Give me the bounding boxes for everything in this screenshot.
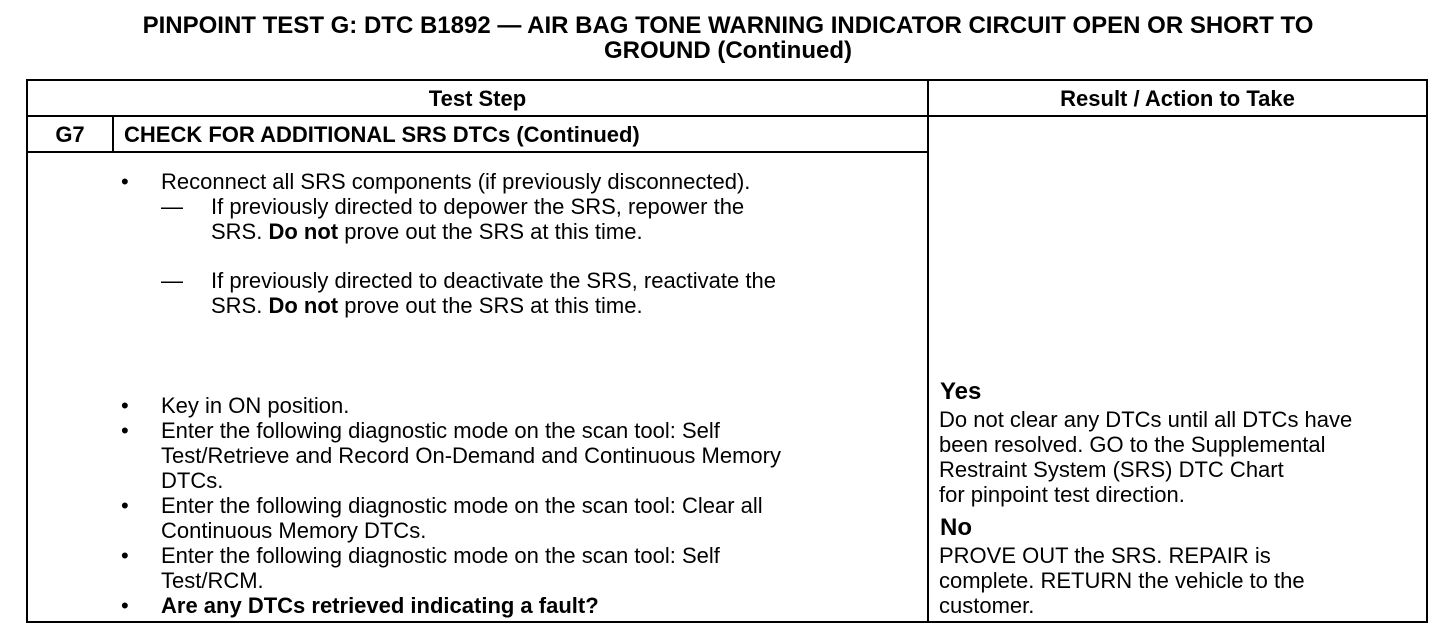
bullet-question: • bbox=[121, 593, 129, 618]
bullet-enter-3: • bbox=[121, 543, 129, 568]
pinpoint-test-table bbox=[26, 79, 1428, 623]
no-line-2: complete. RETURN the vehicle to the bbox=[939, 568, 1305, 593]
title-line-1: PINPOINT TEST G: DTC B1892 — AIR BAG TONE WARNING INDICATOR CIRCUIT OPEN OR SHORT TO bbox=[142, 12, 1314, 39]
enter-3-line-1: Enter the following diagnostic mode on the scan tool: Self bbox=[161, 543, 720, 568]
bullet-enter-2: • bbox=[121, 493, 129, 518]
yes-line-2: been resolved. GO to the Supplemental bbox=[939, 432, 1326, 457]
header-result-action: Result / Action to Take bbox=[1060, 86, 1295, 111]
enter-3-line-2: Test/RCM. bbox=[161, 568, 264, 593]
column-divider bbox=[927, 81, 929, 621]
yes-line-4: for pinpoint test direction. bbox=[939, 482, 1185, 507]
enter-1-line-3: DTCs. bbox=[161, 468, 224, 493]
bullet-enter-1: • bbox=[121, 418, 129, 443]
yes-line-3: Restraint System (SRS) DTC Chart bbox=[939, 457, 1284, 482]
step-question: Are any DTCs retrieved indicating a fault? bbox=[161, 593, 599, 618]
depower-line-2-a: SRS. bbox=[211, 219, 269, 244]
enter-2-line-2: Continuous Memory DTCs. bbox=[161, 518, 427, 543]
enter-1-line-1: Enter the following diagnostic mode on the scan tool: Self bbox=[161, 418, 720, 443]
step-id: G7 bbox=[55, 122, 85, 147]
deactivate-line-2-a: SRS. bbox=[211, 293, 269, 318]
depower-line-2-b: prove out the SRS at this time. bbox=[338, 219, 643, 244]
deactivate-do-not: Do not bbox=[268, 293, 339, 318]
step-key-on: Key in ON position. bbox=[161, 393, 350, 418]
result-yes-label: Yes bbox=[940, 378, 982, 405]
step-id-divider bbox=[112, 117, 114, 152]
page-title bbox=[0, 13, 1456, 63]
enter-2-line-1: Enter the following diagnostic mode on the scan tool: Clear all bbox=[161, 493, 763, 518]
no-line-3: customer. bbox=[939, 593, 1035, 618]
result-no-label: No bbox=[940, 514, 972, 541]
depower-line-1: If previously directed to depower the SRS, repower the bbox=[211, 194, 745, 219]
bullet-key-on: • bbox=[121, 393, 129, 418]
deactivate-line-1: If previously directed to deactivate the SRS, reactivate the bbox=[211, 268, 776, 293]
dash-depower: — bbox=[161, 194, 183, 219]
bullet-reconnect: • bbox=[121, 169, 129, 194]
no-line-1: PROVE OUT the SRS. REPAIR is bbox=[939, 543, 1271, 568]
depower-line-2 bbox=[211, 219, 643, 244]
title-line-2: GROUND (Continued) bbox=[604, 37, 852, 64]
step-title: CHECK FOR ADDITIONAL SRS DTCs (Continued) bbox=[124, 122, 640, 147]
enter-1-line-2: Test/Retrieve and Record On-Demand and Continuous Memory bbox=[161, 443, 781, 468]
depower-do-not: Do not bbox=[268, 219, 339, 244]
step-reconnect: Reconnect all SRS components (if previously disconnected). bbox=[161, 169, 751, 194]
deactivate-line-2 bbox=[211, 293, 643, 318]
yes-line-1: Do not clear any DTCs until all DTCs have bbox=[939, 407, 1353, 432]
dash-deactivate: — bbox=[161, 268, 183, 293]
header-test-step: Test Step bbox=[428, 86, 527, 111]
deactivate-line-2-b: prove out the SRS at this time. bbox=[338, 293, 643, 318]
